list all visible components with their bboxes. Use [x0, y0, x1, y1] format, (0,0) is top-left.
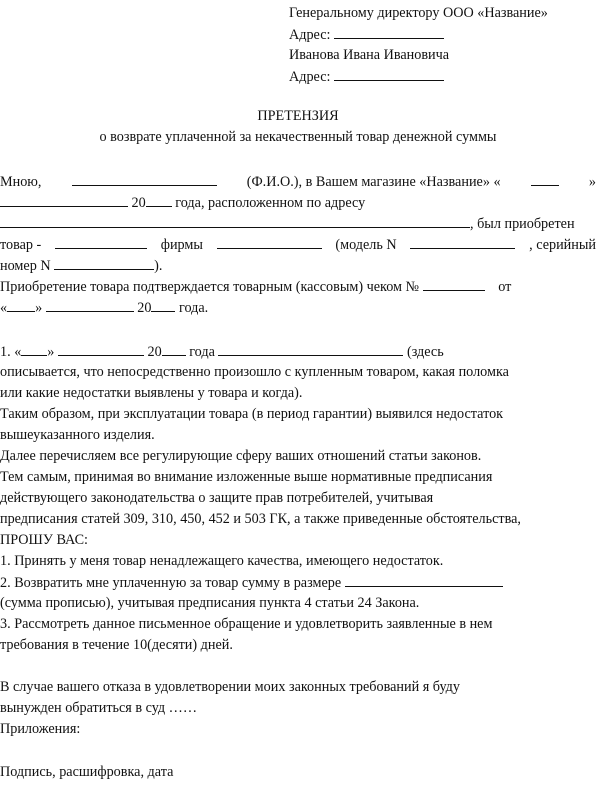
addressee: Генеральному директору ООО «Название»: [289, 5, 548, 21]
serial-blank[interactable]: [54, 256, 154, 270]
text: номер N: [0, 258, 51, 274]
paragraph-line: [0, 214, 596, 232]
text: Подпись, расшифровка, дата: [0, 764, 174, 780]
text: товар -: [0, 237, 42, 253]
text: 20: [131, 195, 146, 211]
addressee-line: [289, 4, 596, 22]
request-item: [0, 573, 596, 591]
text: Таким образом, при эксплуатации товара (в период гарантии) выявился недостаток: [0, 406, 504, 422]
title-subheading: о возврате уплаченной за некачественный товар денежной суммы: [99, 129, 497, 145]
text: Далее перечисляем все регулирующие сферу ваших отношений статьи законов.: [0, 448, 482, 464]
text: 2. Возвратить мне уплаченную за товар сумму в размере: [0, 575, 342, 591]
document-title: [0, 107, 596, 125]
text: Приложения:: [0, 721, 81, 737]
text: описывается, что непосредственно произошло с купленным товаром, какая поломка: [0, 364, 509, 380]
text: 1. Принять у меня товар ненадлежащего качества, имеющего недостаток.: [0, 553, 444, 569]
text: вынужден обратиться в суд ……: [0, 700, 198, 716]
paragraph-line: [0, 193, 596, 211]
text: , серийный: [529, 237, 596, 253]
paragraph-line: [0, 172, 596, 190]
text: «: [0, 300, 8, 316]
document-subtitle: [0, 128, 596, 146]
paragraph-line: [0, 405, 596, 423]
paragraph-line: [0, 426, 596, 444]
paragraph-line: [0, 235, 596, 253]
text: 20: [137, 300, 152, 316]
text: года: [189, 344, 215, 360]
amount-blank[interactable]: [345, 573, 503, 587]
year-blank[interactable]: [146, 193, 172, 207]
request-item: [0, 594, 596, 612]
text: 1. «: [0, 344, 22, 360]
text: фирмы: [160, 237, 203, 253]
text: (здесь: [406, 344, 444, 360]
day-blank[interactable]: [7, 298, 35, 312]
sender-name: Иванова Ивана Ивановича: [289, 47, 450, 63]
paragraph-line: [0, 678, 596, 696]
text: »: [35, 300, 43, 316]
text: года, расположенном по адресу: [175, 195, 366, 211]
month-blank[interactable]: [0, 193, 128, 207]
request-item: [0, 552, 596, 570]
text: »: [588, 174, 596, 190]
text: или какие недостатки выявлены у товара и когда).: [0, 385, 303, 401]
text: от: [498, 279, 512, 295]
text: Тем самым, принимая во внимание изложенные выше нормативные предписания: [0, 469, 493, 485]
text: (Ф.И.О.), в Вашем магазине «Название» «: [246, 174, 501, 190]
address-line-1: [289, 25, 596, 43]
year-blank[interactable]: [151, 298, 175, 312]
request-item: [0, 615, 596, 633]
address-label: Адрес:: [289, 27, 331, 43]
day-blank[interactable]: [531, 172, 559, 186]
day-blank[interactable]: [21, 342, 47, 356]
address-blank[interactable]: [334, 25, 444, 39]
text: предписания статей 309, 310, 450, 452 и 503 ГК, а также приведенные обстоятельства,: [0, 511, 521, 527]
text: (модель N: [335, 237, 397, 253]
sender-line: [289, 46, 596, 64]
text: действующего законодательства о защите прав потребителей, учитывая: [0, 490, 434, 506]
brand-blank[interactable]: [217, 235, 322, 249]
paragraph-line: [0, 256, 596, 274]
text: требования в течение 10(десяти) дней.: [0, 637, 233, 653]
address-line-2: [289, 67, 596, 85]
fio-blank[interactable]: [72, 172, 217, 186]
title-heading: ПРЕТЕНЗИЯ: [257, 108, 339, 124]
text: 3. Рассмотреть данное письменное обращение и удовлетворить заявленные в нем: [0, 616, 493, 632]
paragraph-line: [0, 342, 596, 360]
text: »: [47, 344, 55, 360]
store-address-blank[interactable]: [0, 214, 470, 228]
paragraph-line: [0, 699, 596, 717]
text: , был приобретен: [470, 216, 575, 232]
signature-line: [0, 763, 596, 781]
request-item: [0, 636, 596, 654]
text: 20: [147, 344, 162, 360]
receipt-number-blank[interactable]: [423, 277, 485, 291]
attachments-label: [0, 720, 596, 738]
text: ПРОШУ ВАС:: [0, 532, 88, 548]
paragraph-line: [0, 384, 596, 402]
paragraph-line: [0, 298, 596, 316]
address-label: Адрес:: [289, 69, 331, 85]
year-blank[interactable]: [162, 342, 186, 356]
month-blank[interactable]: [58, 342, 144, 356]
text: Мною,: [0, 174, 42, 190]
paragraph-line: [0, 277, 596, 295]
text: В случае вашего отказа в удовлетворении моих законных требований я буду: [0, 679, 460, 695]
text: года.: [179, 300, 209, 316]
text: вышеуказанного изделия.: [0, 427, 155, 443]
paragraph-line: [0, 468, 596, 486]
paragraph-line: [0, 363, 596, 381]
product-blank[interactable]: [55, 235, 147, 249]
paragraph-line: [0, 447, 596, 465]
request-heading: [0, 531, 596, 549]
text: Приобретение товара подтверждается товарным (кассовым) чеком №: [0, 279, 420, 295]
defect-blank[interactable]: [218, 342, 403, 356]
month-blank[interactable]: [46, 298, 134, 312]
paragraph-line: [0, 510, 596, 528]
text: (сумма прописью), учитывая предписания пункта 4 статьи 24 Закона.: [0, 595, 420, 611]
paragraph-line: [0, 489, 596, 507]
text: ).: [154, 258, 163, 274]
model-blank[interactable]: [410, 235, 515, 249]
address-blank[interactable]: [334, 67, 444, 81]
